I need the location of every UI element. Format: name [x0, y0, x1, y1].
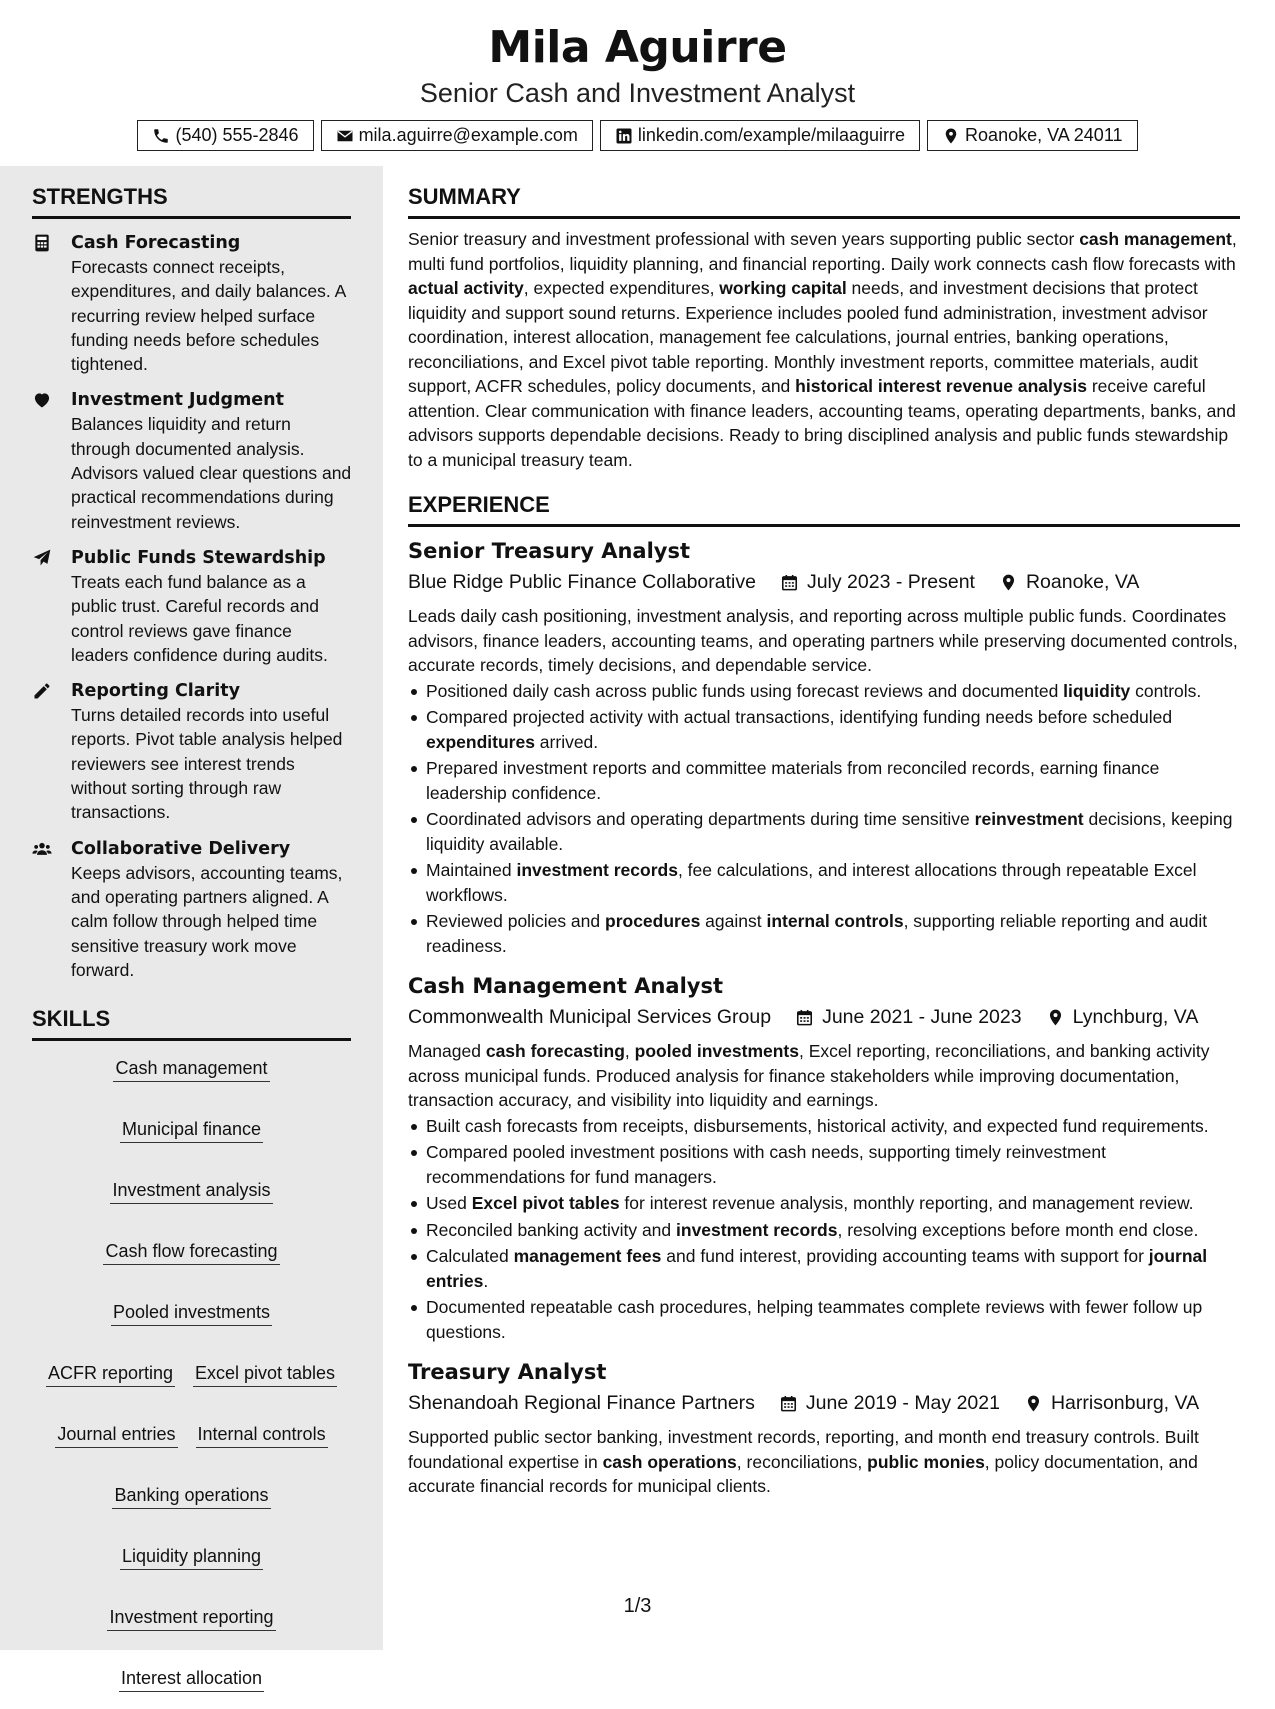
- text-run: Compared projected activity with actual transactions, identifying funding needs before scheduled: [426, 707, 1173, 727]
- bullet-item: [408, 1244, 1240, 1293]
- bold-text: investment records: [516, 860, 678, 880]
- strength-description: Forecasts connect receipts, expenditures, and daily balances. A recurring review helped surface funding needs before schedules tightened.: [71, 257, 346, 375]
- skills-heading: SKILLS: [32, 1006, 351, 1041]
- text-run: Documented repeatable cash procedures, helping teammates complete reviews with fewer follow up questions.: [426, 1297, 1203, 1342]
- bold-text: public monies: [867, 1451, 985, 1472]
- job-meta: [408, 1003, 1240, 1031]
- text-run: receive careful attention. Clear communication with finance leaders, accounting teams, operating departments, banks, and advisors supports dependable decisions. Ready to bring disciplined analysis and public funds stewardship to a municipal treasury team.: [408, 376, 1236, 470]
- skill-tag: Internal controls: [196, 1421, 328, 1448]
- job-intro: [408, 1039, 1240, 1113]
- summary-heading: SUMMARY: [408, 184, 1240, 219]
- job-bullets: [408, 1114, 1240, 1345]
- text-run: , supporting reliable reporting and audit readiness.: [426, 911, 1208, 956]
- bold-text: working capital: [719, 278, 847, 298]
- text-run: , fee calculations, and interest allocations through repeatable Excel workflows.: [426, 860, 1197, 905]
- text-run: Senior treasury and investment professional with seven years supporting public sector: [408, 229, 1080, 249]
- strengths-list: [0, 231, 383, 982]
- text-run: Leads daily cash positioning, investment analysis, and reporting across multiple public funds. Coordinates advisors, finance leaders, accounting teams, and operating partners while preserving documented controls, accurate records, timely decisions, and dependable service.: [408, 606, 1238, 675]
- bold-text: journal entries: [426, 1246, 1208, 1291]
- bold-text: actual activity: [408, 278, 524, 298]
- contact-location[interactable]: [927, 120, 1137, 151]
- job-dates: June 2019 - May 2021: [805, 1392, 1000, 1414]
- calendar-icon: [779, 1394, 798, 1413]
- job-bullets: [408, 679, 1240, 959]
- bold-text: internal controls: [766, 911, 904, 931]
- job-title: Cash Management Analyst: [408, 974, 724, 998]
- skill-tag: Municipal finance: [120, 1116, 263, 1143]
- calendar-icon: [795, 1008, 814, 1027]
- bullet-item: [408, 1114, 1240, 1139]
- job-meta: [408, 568, 1240, 596]
- strength-title: Collaborative Delivery: [71, 838, 291, 859]
- text-run: Used: [426, 1193, 472, 1213]
- pencil-icon: [32, 681, 52, 701]
- map-pin-icon: [1046, 1008, 1065, 1027]
- bullet-item: [408, 1191, 1240, 1216]
- experience-list: [408, 537, 1240, 1499]
- text-run: Prepared investment reports and committee materials from reconciled records, earning finance leadership confidence.: [426, 758, 1160, 803]
- summary-text: [408, 227, 1240, 472]
- bold-text: reinvestment: [974, 809, 1084, 829]
- text-run: , policy documentation, and accurate financial records for municipal clients.: [408, 1451, 1198, 1496]
- text-run: needs, and investment decisions that protect liquidity and support sound returns. Experience includes pooled fund administration, investment advisor coordination, interest allocation, management fee calculations, journal entries, banking operations, reconciliations, and Excel pivot table reporting. Monthly investment reports, committee materials, audit support, ACFR schedules, policy documents, and: [408, 278, 1208, 396]
- skill-tag: Excel pivot tables: [193, 1360, 337, 1387]
- bullet-item: [408, 679, 1240, 704]
- strength-title: Reporting Clarity: [71, 681, 241, 702]
- skill-tag: Cash management: [113, 1055, 269, 1082]
- bold-text: cash management: [1079, 229, 1232, 249]
- company-name: Commonwealth Municipal Services Group: [408, 1006, 772, 1028]
- bullet-item: [408, 705, 1240, 754]
- skill-tag: Pooled investments: [111, 1299, 272, 1326]
- contact-phone[interactable]: [137, 120, 313, 151]
- experience-heading: EXPERIENCE: [408, 492, 1240, 527]
- skill-tag: Journal entries: [55, 1421, 177, 1448]
- skill-tag: Liquidity planning: [120, 1543, 263, 1570]
- resume-header: [0, 0, 1275, 151]
- text-run: Reconciled banking activity and: [426, 1219, 677, 1240]
- bullet-item: [408, 807, 1240, 856]
- skill-tag: Cash flow forecasting: [103, 1238, 279, 1265]
- skill-tag: Investment analysis: [110, 1177, 272, 1204]
- text-run: for interest revenue analysis, monthly reporting, and management review.: [619, 1193, 1194, 1213]
- job-dates: July 2023 - Present: [806, 571, 975, 593]
- bold-text: cash operations: [602, 1451, 737, 1472]
- strength-item: [32, 679, 354, 824]
- map-pin-icon: [1024, 1394, 1043, 1413]
- text-run: and fund interest, providing accounting teams with support for: [661, 1246, 1149, 1266]
- job-title: Senior Treasury Analyst: [408, 539, 691, 563]
- bullet-item: [408, 756, 1240, 805]
- text-run: Built cash forecasts from receipts, disbursements, historical activity, and expected fund requirements.: [426, 1115, 1209, 1136]
- phone-icon: [152, 127, 170, 145]
- bullet-item: [408, 858, 1240, 907]
- text-run: Coordinated advisors and operating departments during time sensitive: [426, 809, 975, 829]
- strength-description: Keeps advisors, accounting teams, and operating partners aligned. A calm follow through helped time sensitive treasury work move forward.: [71, 862, 343, 980]
- job-entry: [408, 972, 1240, 1344]
- job-dates: June 2021 - June 2023: [822, 1006, 1022, 1028]
- text-run: Compared pooled investment positions with cash needs, supporting timely reinvestment recommendations for fund managers.: [426, 1142, 1106, 1187]
- page-number: 1/3: [623, 1595, 652, 1617]
- bullet-item: [408, 1218, 1240, 1243]
- text-run: , multi fund portfolios, liquidity planning, and financial reporting. Daily work connects cash flow forecasts with: [408, 229, 1237, 274]
- text-run: , resolving exceptions before month end close.: [837, 1219, 1199, 1240]
- skill-tag: Interest allocation: [119, 1665, 264, 1692]
- company-name: Shenandoah Regional Finance Partners: [408, 1392, 755, 1414]
- text-run: , expected expenditures,: [523, 278, 720, 298]
- bold-text: pooled investments: [634, 1041, 799, 1061]
- bullet-item: [408, 1295, 1240, 1344]
- bold-text: historical interest revenue analysis: [795, 376, 1087, 396]
- text-run: Reviewed policies and: [426, 911, 605, 931]
- strength-description: Turns detailed records into useful reports. Pivot table analysis helped reviewers see interest trends without sorting through raw transactions.: [71, 705, 343, 823]
- job-entry: [408, 537, 1240, 958]
- bold-text: management fees: [513, 1246, 662, 1266]
- company-name: Blue Ridge Public Finance Collaborative: [408, 571, 756, 593]
- text-run: ,: [624, 1041, 635, 1061]
- skill-tag: ACFR reporting: [46, 1360, 175, 1387]
- text-run: , Excel reporting, reconciliations, and banking activity across municipal funds. Produced analysis for finance stakeholders while improving documentation, transaction accuracy, and visibility into liquidity and earnings.: [408, 1041, 1210, 1110]
- paper-plane-icon: [32, 548, 52, 568]
- bullet-item: [408, 909, 1240, 958]
- text-run: arrived.: [534, 731, 599, 752]
- text-run: Maintained: [426, 860, 517, 880]
- linkedin-icon: [615, 127, 633, 145]
- strength-title: Public Funds Stewardship: [71, 547, 326, 568]
- contact-bar: [0, 120, 1275, 151]
- candidate-title: Senior Cash and Investment Analyst: [419, 78, 856, 108]
- strength-description: Balances liquidity and return through documented analysis. Advisors valued clear questions and practical recommendations during reinvestment reviews.: [71, 414, 352, 532]
- bold-text: procedures: [605, 911, 701, 931]
- text-run: decisions, keeping liquidity available.: [426, 809, 1233, 854]
- heart-icon: [32, 390, 52, 410]
- candidate-name: Mila Aguirre: [488, 22, 787, 73]
- map-pin-icon: [942, 127, 960, 145]
- job-intro: [408, 1425, 1240, 1499]
- job-location: Harrisonburg, VA: [1050, 1392, 1200, 1414]
- job-location: Lynchburg, VA: [1072, 1006, 1199, 1028]
- calendar-icon: [780, 573, 799, 592]
- text-run: , reconciliations,: [736, 1451, 868, 1472]
- strength-description: Treats each fund balance as a public trust. Careful records and control reviews gave finance leaders confidence during audits.: [71, 571, 328, 665]
- strength-item: [32, 837, 354, 982]
- phone-text: (540) 555-2846: [175, 125, 299, 145]
- skill-tag: Investment reporting: [107, 1604, 275, 1631]
- text-run: controls.: [1130, 680, 1202, 701]
- contact-email[interactable]: [321, 120, 593, 151]
- bold-text: liquidity: [1063, 680, 1131, 701]
- skill-tag: Banking operations: [112, 1482, 270, 1509]
- bold-text: cash forecasting: [485, 1041, 625, 1061]
- map-pin-icon: [999, 573, 1018, 592]
- calculator-icon: [32, 233, 52, 253]
- text-run: .: [483, 1270, 489, 1291]
- job-meta: [408, 1389, 1240, 1417]
- sidebar: [0, 166, 383, 1689]
- job-location: Roanoke, VA: [1025, 571, 1140, 593]
- envelope-icon: [336, 127, 354, 145]
- job-entry: [408, 1358, 1240, 1499]
- strength-title: Investment Judgment: [71, 390, 284, 411]
- strength-item: [32, 388, 354, 533]
- users-icon: [32, 839, 52, 859]
- location-text: Roanoke, VA 24011: [965, 125, 1123, 145]
- text-run: Calculated: [426, 1246, 514, 1266]
- strength-item: [32, 546, 354, 667]
- text-run: Managed: [408, 1041, 486, 1061]
- bullet-item: [408, 1140, 1240, 1189]
- bold-text: expenditures: [426, 731, 535, 752]
- job-title: Treasury Analyst: [408, 1360, 607, 1384]
- main-content: [408, 166, 1240, 1499]
- strength-item: [32, 231, 354, 376]
- bold-text: investment records: [676, 1219, 838, 1240]
- linkedin-text: linkedin.com/example/milaaguirre: [637, 125, 906, 145]
- contact-linkedin[interactable]: [600, 120, 920, 151]
- job-intro: [408, 604, 1240, 678]
- strength-title: Cash Forecasting: [71, 233, 241, 253]
- text-run: Positioned daily cash across public funds using forecast reviews and documented: [426, 680, 1064, 701]
- text-run: against: [700, 911, 767, 931]
- bold-text: Excel pivot tables: [471, 1193, 620, 1213]
- strengths-heading: STRENGTHS: [32, 184, 351, 219]
- text-run: Supported public sector banking, investment records, reporting, and month end treasury controls. Built foundational expertise in: [408, 1427, 1199, 1472]
- email-text: mila.aguirre@example.com: [358, 125, 578, 145]
